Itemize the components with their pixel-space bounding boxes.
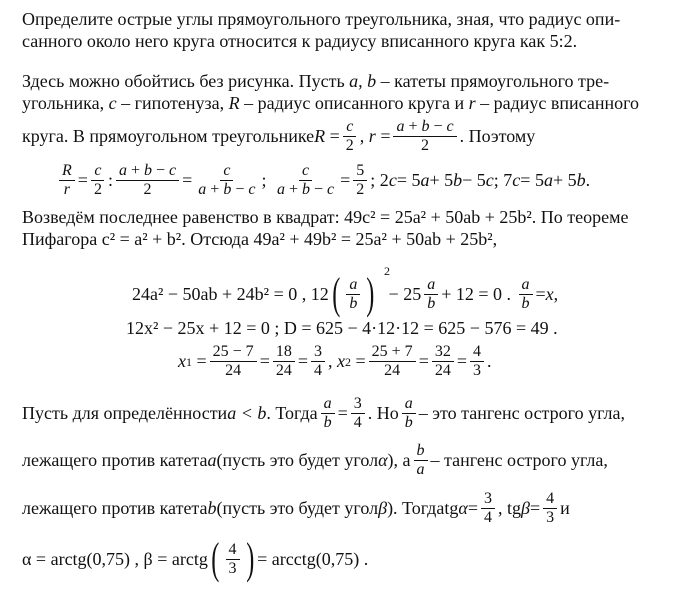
pythagoras: c² = a² + b²	[101, 229, 182, 249]
sol-line-1: Здесь можно обойтись без рисунка. Пусть a, b – катеты прямоугольного тре-	[22, 71, 610, 91]
equation-24: 24a² − 50ab + 24b² = 0 , 12 ( $\frac{a}{b}$ ) 2 − 25 $\frac{a}{b}$ + 12 = 0 . $\frac{a}{b}$ = x ,	[132, 264, 559, 318]
ratio-equation: $\frac{R}{r}$ = $\frac{c}{2}$ : $\frac{a + b - c}{2}$ = $\frac{c}{a + b - c}$ ; $\frac{c}{a + b - c}$ = $\frac{5}{2}$ ; 2 c = 5 a + 5 b − 5 c ; 7 c = 5 a + 5 b .	[56, 162, 590, 199]
squared-equation: 49c² = 25a² + 50ab + 25b²	[344, 207, 532, 227]
quadratic-line: 12x² − 25x + 12 = 0 ; D = 625 − 4·12·12 = 625 − 576 = 49 .	[126, 318, 558, 338]
sol-line-2: угольника, c – гипотенуза, R – радиус описанного круга и r – радиус вписанного	[22, 93, 640, 113]
solution-paragraph-1	[22, 70, 672, 114]
solution-paragraph-2: Возведём последнее равенство в квадрат: 49c² = 25a² + 50ab + 25b². По теореме Пифагора c² = a² + b². Отсюда 49a² + 49b² = 25a² + 50ab + 25b²,	[22, 207, 629, 249]
final-answer: α = arctg(0,75) , β = arctg ( $\frac{4}{3}$ ) = arcctg(0,75) .	[22, 534, 369, 583]
fraction-r: $\frac{a + b - c}{2}$	[393, 118, 456, 155]
problem-statement	[22, 8, 672, 52]
fraction-c-2: $\frac{c}{2}$	[343, 118, 357, 155]
roots-line: x 1 = $\frac{25 - 7}{24}$ = $\frac{18}{24}$ = $\frac{3}{4}$ , x 2 = $\frac{25 + 7}{24}$ = $\frac{32}{24}$ = $\frac{4}{3}$ .	[178, 343, 492, 379]
legs-symbols: a, b	[349, 71, 377, 91]
sol-line-3: круга. В прямоугольном треугольнике R = $\frac{c}{2}$ , r = $\frac{a + b - c}{2}$ . Поэтому	[22, 118, 536, 154]
sol-p3-line-2: лежащего против катета a (пусть это будет угол α ), а $\frac{b}{a}$ – тангенс острого угла,	[22, 442, 608, 478]
sol-p3-line-1: Пусть для определённости a < b . Тогда $\frac{a}{b}$ = $\frac{3}{4}$ . Но $\frac{a}{b}$ – это тангенс острого угла,	[22, 395, 626, 431]
problem-line-2: санного около него круга относится к радиусу вписанного круга как 5:2.	[22, 31, 578, 51]
sol-p3-line-3: лежащего против катета b (пусть это будет угол β ). Тогда tg α = $\frac{3}{4}$ , tg β = $\frac{4}{3}$ и	[22, 490, 570, 526]
problem-line-1: Определите острые углы прямоугольного треугольника, зная, что радиус опи-	[22, 9, 621, 29]
